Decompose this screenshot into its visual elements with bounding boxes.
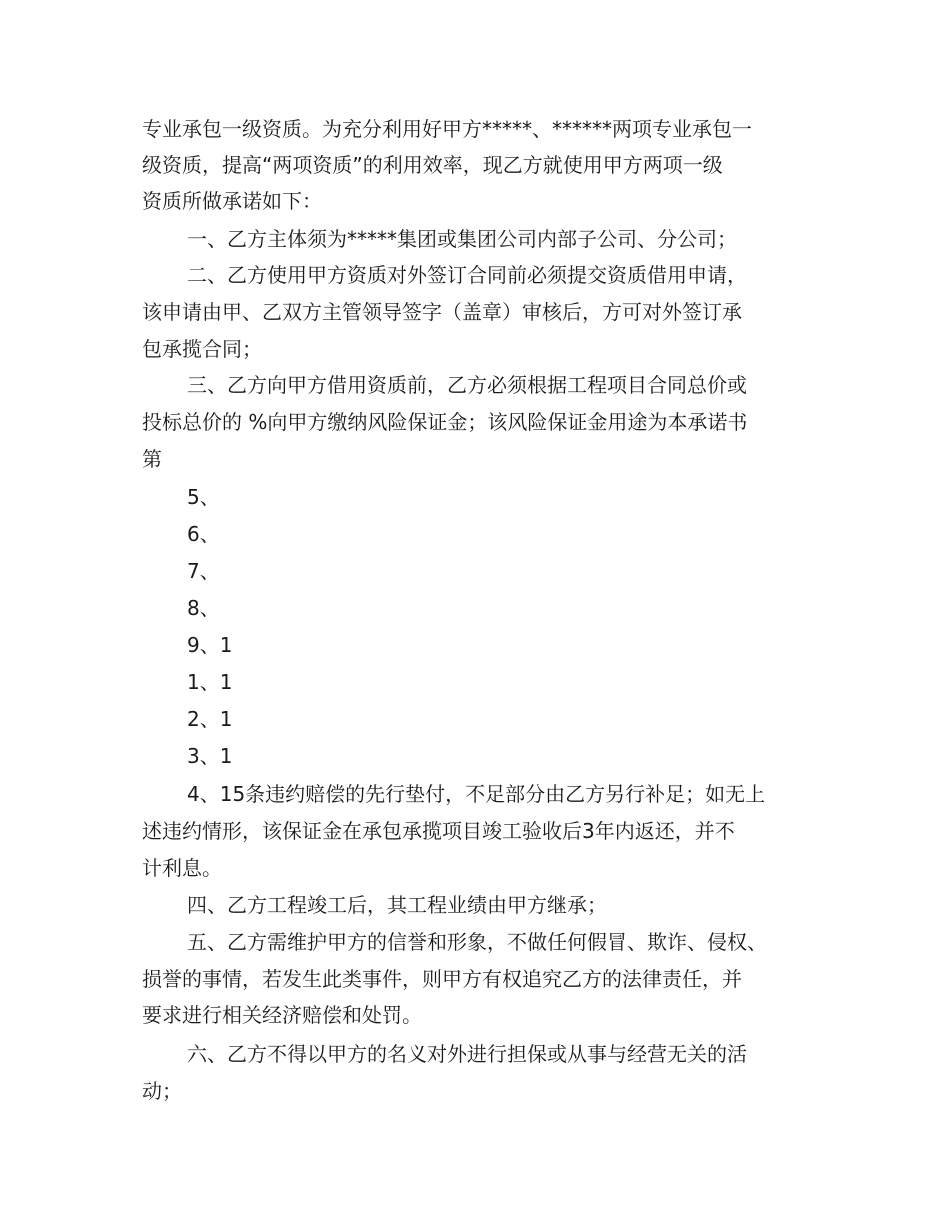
text-line: 第	[142, 447, 162, 471]
text-line: 述违约情形，该保证金在承包承揽项目竣工验收后3年内返还，并不	[142, 819, 735, 843]
text-line: 该申请由甲、乙双方主管领导签字（盖章）审核后，方可对外签订承	[142, 300, 742, 324]
text-line: 六、乙方不得以甲方的名义对外进行担保或从事与经营无关的活	[187, 1042, 747, 1066]
text-line: 级资质，提高“两项资质”的利用效率，现乙方就使用甲方两项一级	[142, 153, 723, 177]
text-line: 一、乙方主体须为*****集团或集团公司内部子公司、分公司；	[187, 227, 737, 251]
list-item: 6、	[187, 522, 220, 546]
text-line: 包承揽合同；	[142, 337, 262, 361]
text-line: 损誉的事情，若发生此类事件，则甲方有权追究乙方的法律责任，并	[142, 967, 742, 991]
text-line: 动；	[142, 1079, 182, 1103]
list-item: 1、1	[187, 670, 233, 694]
list-item: 5、	[187, 485, 220, 509]
list-item: 9、1	[187, 633, 233, 657]
text-line: 4、15条违约赔偿的先行垫付，不足部分由乙方另行补足；如无上	[187, 782, 766, 806]
list-item: 8、	[187, 596, 220, 620]
list-item: 7、	[187, 559, 220, 583]
text-line: 五、乙方需维护甲方的信誉和形象，不做任何假冒、欺诈、侵权、	[187, 930, 767, 954]
list-item: 2、1	[187, 707, 233, 731]
text-line: 二、乙方使用甲方资质对外签订合同前必须提交资质借用申请，	[187, 263, 747, 287]
text-line: 专业承包一级资质。为充分利用好甲方*****、******两项专业承包一	[142, 117, 752, 141]
text-line: 资质所做承诺如下：	[142, 189, 322, 213]
text-line: 三、乙方向甲方借用资质前，乙方必须根据工程项目合同总价或	[187, 373, 747, 397]
list-item: 3、1	[187, 744, 233, 768]
text-line: 计利息。	[142, 856, 222, 880]
text-line: 投标总价的 %向甲方缴纳风险保证金；该风险保证金用途为本承诺书	[142, 410, 748, 434]
text-line: 四、乙方工程竣工后，其工程业绩由甲方继承；	[187, 893, 607, 917]
text-line: 要求进行相关经济赔偿和处罚。	[142, 1003, 422, 1027]
